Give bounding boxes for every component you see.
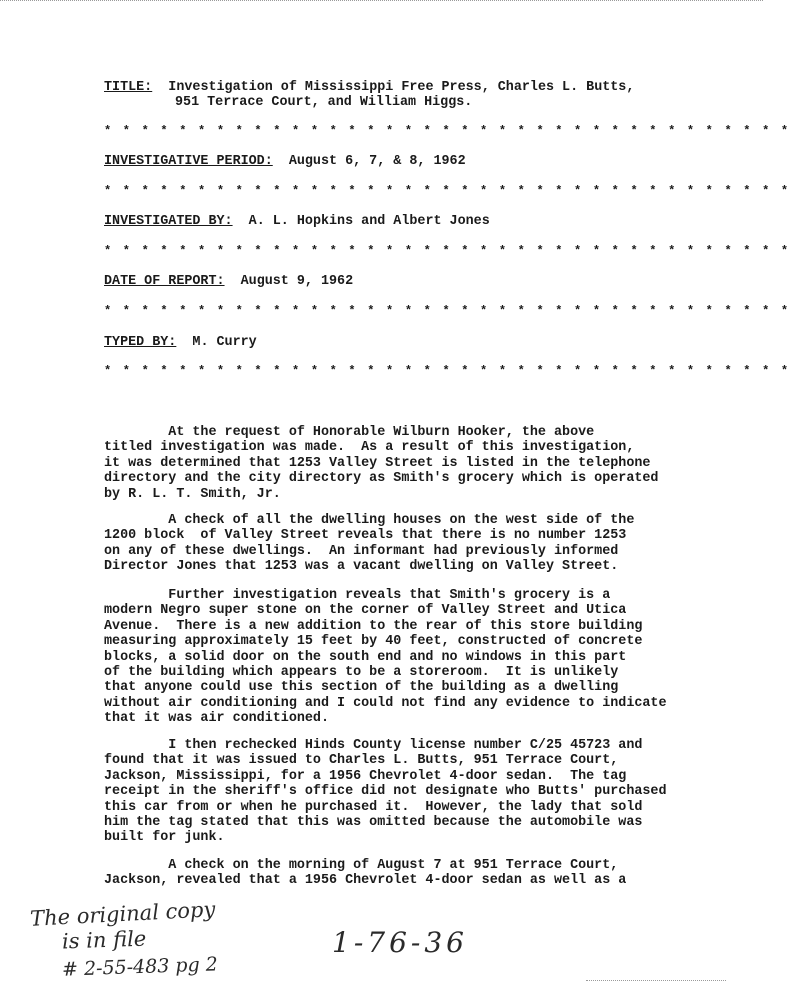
- paragraph-line: without air conditioning and I could not find any evidence to indicate: [104, 695, 667, 711]
- paragraph-line: titled investigation was made. As a result of this investigation,: [104, 440, 635, 456]
- title-label: TITLE:: [104, 80, 153, 95]
- paragraph-5: [104, 858, 744, 889]
- typed-value: M. Curry: [192, 335, 257, 350]
- title-line-2: 951 Terrace Court, and William Higgs.: [175, 95, 473, 110]
- paragraph-line: A check of all the dwelling houses on the west side of the: [104, 513, 635, 528]
- handwritten-note-line-1: The original copy: [29, 897, 216, 931]
- bottom-dotted-border: [586, 980, 726, 984]
- paragraph-line: Further investigation reveals that Smith's grocery is a: [104, 588, 611, 603]
- paragraph-line: that it was air conditioned.: [104, 711, 329, 727]
- separator-2: * * * * * * * * * * * * * * * * * * * * * * * * * * * * * * * * * * * * *: [104, 184, 790, 198]
- date-value: August 9, 1962: [240, 274, 354, 289]
- period-value: August 6, 7, & 8, 1962: [288, 154, 466, 169]
- top-dotted-border: [0, 0, 763, 7]
- paragraph-line: of the building which appears to be a storeroom. It is unlikely: [104, 665, 619, 681]
- paragraph-line: A check on the morning of August 7 at 951 Terrace Court,: [104, 858, 619, 873]
- paragraph-line: Jackson, revealed that a 1956 Chevrolet 4-door sedan as well as a: [104, 873, 627, 889]
- paragraph-line: built for junk.: [104, 830, 225, 846]
- handwritten-note-line-2: is in file: [61, 926, 147, 954]
- paragraph-line: directory and the city directory as Smith's grocery which is operated: [104, 471, 659, 487]
- paragraph-4: [104, 738, 744, 846]
- investigated-label: INVESTIGATED BY:: [104, 214, 233, 229]
- paragraph-2: [104, 513, 744, 575]
- paragraph-line: measuring approximately 15 feet by 40 feet, constructed of concrete: [104, 634, 643, 650]
- date-row: [104, 274, 353, 289]
- paragraph-1: [104, 425, 744, 502]
- paragraph-line: that anyone could use this section of the building as a dwelling: [104, 680, 619, 696]
- investigated-row: [104, 214, 490, 229]
- title-line-1: Investigation of Mississippi Free Press, Charles L. Butts,: [168, 80, 635, 95]
- period-label: INVESTIGATIVE PERIOD:: [104, 154, 273, 169]
- separator-4: * * * * * * * * * * * * * * * * * * * * * * * * * * * * * * * * * * * * *: [104, 304, 790, 318]
- separator-3: * * * * * * * * * * * * * * * * * * * * * * * * * * * * * * * * * * * * *: [104, 244, 790, 258]
- paragraph-3: [104, 588, 744, 727]
- typed-row: [104, 335, 257, 350]
- paragraph-line: on any of these dwellings. An informant had previously informed: [104, 543, 619, 559]
- paragraph-line: by R. L. T. Smith, Jr.: [104, 486, 281, 502]
- paragraph-line: receipt in the sheriff's office did not designate who Butts' purchased: [104, 784, 667, 800]
- date-label: DATE OF REPORT:: [104, 274, 225, 289]
- paragraph-line: I then rechecked Hinds County license number C/25 45723 and: [104, 738, 643, 753]
- paragraph-line: Avenue. There is a new addition to the rear of this store building: [104, 618, 643, 634]
- paragraph-line: him the tag stated that this was omitted because the automobile was: [104, 815, 643, 831]
- separator-1: * * * * * * * * * * * * * * * * * * * * * * * * * * * * * * * * * * * * *: [104, 124, 790, 138]
- paragraph-line: Director Jones that 1253 was a vacant dwelling on Valley Street.: [104, 559, 619, 575]
- paragraph-line: this car from or when he purchased it. However, the lady that sold: [104, 799, 643, 815]
- period-row: [104, 154, 466, 169]
- handwritten-page-number: 1-76-36: [332, 926, 468, 959]
- paragraph-line: Jackson, Mississippi, for a 1956 Chevrolet 4-door sedan. The tag: [104, 768, 627, 784]
- paragraph-line: 1200 block of Valley Street reveals that there is no number 1253: [104, 528, 627, 544]
- paragraph-line: modern Negro super stone on the corner of Valley Street and Utica: [104, 603, 627, 619]
- title-row: [104, 80, 634, 95]
- separator-5: * * * * * * * * * * * * * * * * * * * * * * * * * * * * * * * * * * * * *: [104, 364, 790, 378]
- investigated-value: A. L. Hopkins and Albert Jones: [248, 214, 490, 229]
- paragraph-line: blocks, a solid door on the south end and no windows in this part: [104, 649, 627, 665]
- handwritten-note-line-3: # 2-55-483 pg 2: [61, 953, 219, 981]
- paragraph-line: it was determined that 1253 Valley Street is listed in the telephone: [104, 455, 651, 471]
- typed-label: TYPED BY:: [104, 335, 177, 350]
- paragraph-line: found that it was issued to Charles L. Butts, 951 Terrace Court,: [104, 753, 619, 769]
- paragraph-line: At the request of Honorable Wilburn Hooker, the above: [104, 425, 595, 440]
